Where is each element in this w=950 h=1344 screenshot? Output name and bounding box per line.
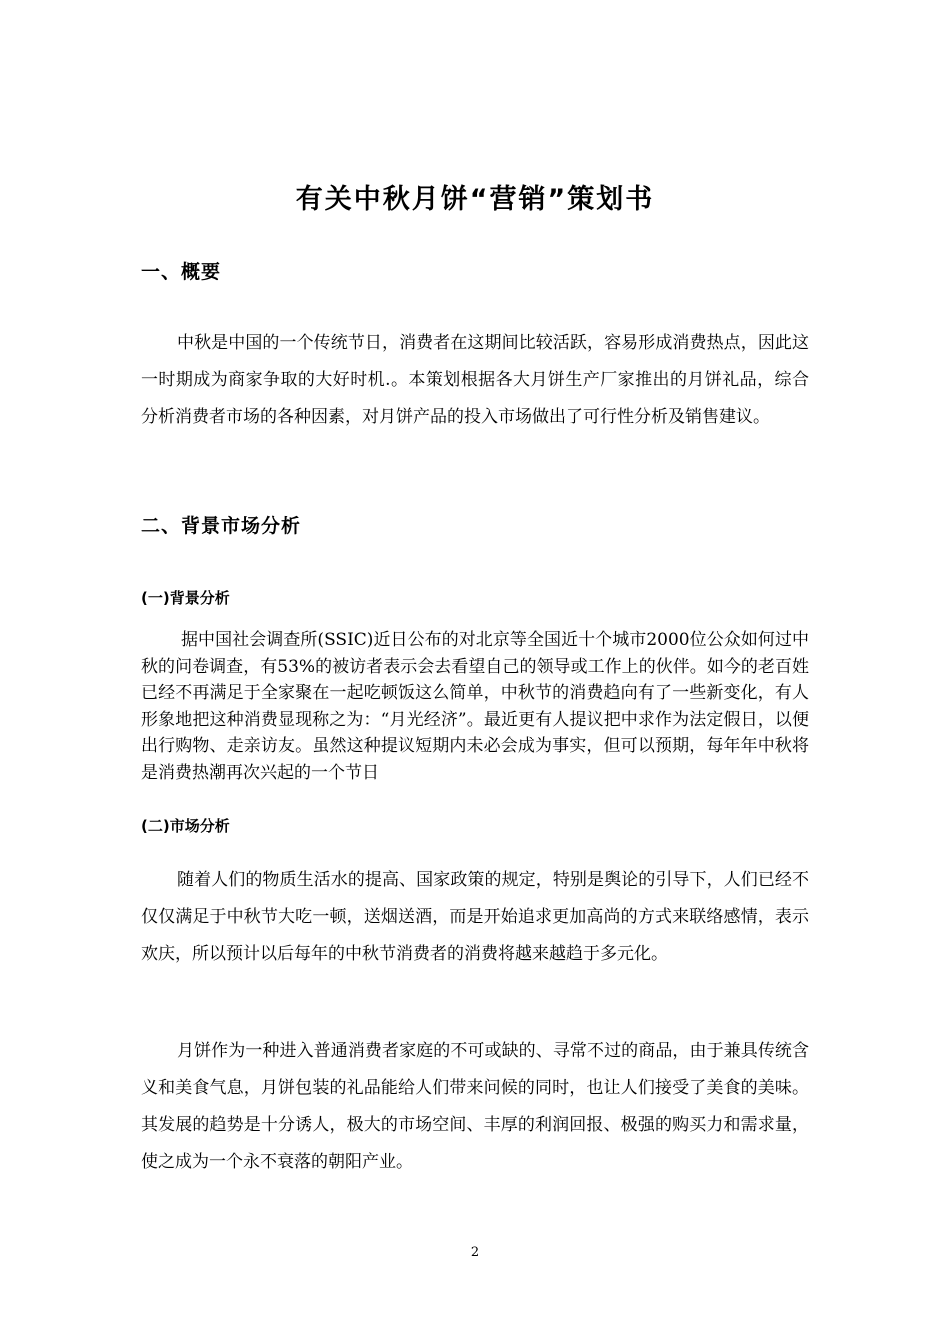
market-paragraph-1: 随着人们的物质生活水的提高、国家政策的规定，特别是舆论的引导下，人们已经不仅仅满足于中秋节大吃一顿，送烟送酒，而是开始追求更加高尚的方式来联络感情，表示欢庆，所以预计以后每年的中秋节消费者的消费将越来越趋于多元化。 (141, 870, 809, 964)
section-heading-overview: 一、概要 (141, 261, 222, 283)
document-title: 有关中秋月饼“营销”策划书 (295, 184, 655, 215)
subsection-heading-background: (一)背景分析 (141, 589, 230, 607)
background-paragraph: 据中国社会调查所(SSIC)近日公布的对北京等全国近十个城市2000位公众如何过中秋的问卷调查，有53%的被访者表示会去看望自己的领导或工作上的伙伴。如今的老百姓已经不再满足于全家聚在一起吃顿饭这么简单，中秋节的消费趋向有了一些新变化，有人形象地把这种消费显现称之为：“月光经济”。最近更有人提议把中求作为法定假日，以便出行购物、走亲访友。虽然这种提议短期内未必会成为事实，但可以预期，每年年中秋将是消费热潮再次兴起的一个节日 (141, 630, 809, 783)
page-number: 2 (470, 1245, 480, 1260)
market-paragraph-2: 月饼作为一种进入普通消费者家庭的不可或缺的、寻常不过的商品，由于兼具传统含义和美食气息，月饼包装的礼品能给人们带来问候的同时，也让人们接受了美食的美味。其发展的趋势是十分诱人，极大的市场空间、丰厚的利润回报、极强的购买力和需求量，使之成为一个永不衰落的朝阳产业。 (141, 1041, 809, 1172)
subsection-heading-market: (二)市场分析 (141, 817, 230, 835)
overview-paragraph: 中秋是中国的一个传统节日，消费者在这期间比较活跃，容易形成消费热点，因此这一时期成为商家争取的大好时机.。本策划根据各大月饼生产厂家推出的月饼礼品，综合分析消费者市场的各种因素，对月饼产品的投入市场做出了可行性分析及销售建议。 (141, 333, 809, 427)
section-heading-market-analysis: 二、背景市场分析 (141, 515, 302, 537)
